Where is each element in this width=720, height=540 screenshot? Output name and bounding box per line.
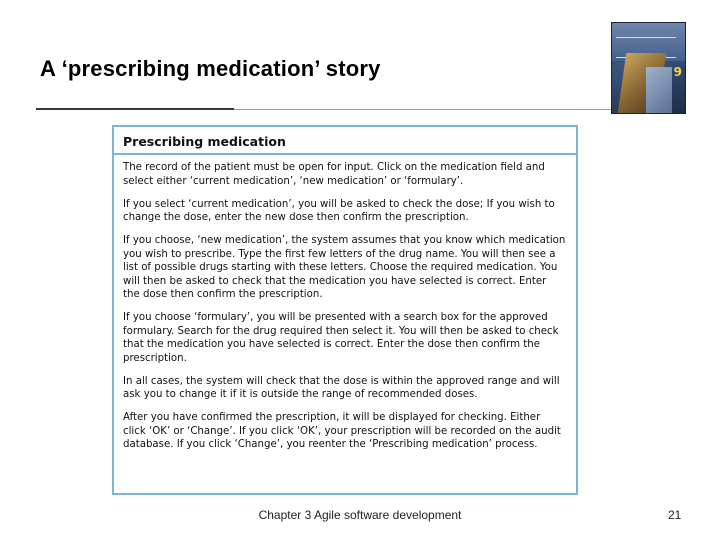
cover-building-secondary <box>646 67 672 113</box>
panel-body <box>114 155 576 452</box>
page-number: 21 <box>668 508 682 522</box>
cover-edition-number: 9 <box>673 65 682 79</box>
story-paragraph: After you have confirmed the prescription, it will be displayed for checking. Either click ‘OK’ or ‘Change’. If you click ‘OK’, your prescription will be recorded on the audit database. If you click ‘Change’, you reenter the ‘Prescribing medication’ process. <box>123 412 561 450</box>
prescribing-medication-panel <box>112 125 578 495</box>
title-divider <box>36 108 234 110</box>
slide-title: A ‘prescribing medication’ story <box>40 56 381 81</box>
story-paragraph: The record of the patient must be open for input. Click on the medication field and select either ‘current medication’, ‘new medication’ or ‘formulary’. <box>123 162 545 187</box>
story-paragraph: If you select ‘current medication’, you will be asked to check the dose; If you wish to change the dose, enter the new dose then confirm the prescription. <box>123 198 555 223</box>
title-divider-light <box>234 109 620 110</box>
story-paragraph: If you choose, ‘new medication’, the system assumes that you know which medication you wish to prescribe. Type the first few letters of the drug name. You will then see a list of possible drugs starting with these letters. Choose the required medication. You will then be asked to check that the medication you have selected is correct. Enter the dose then confirm the prescription. <box>123 235 566 300</box>
book-cover-image <box>611 22 686 114</box>
footer-chapter: Chapter 3 Agile software development <box>258 508 462 522</box>
story-paragraph: In all cases, the system will check that the dose is within the approved range and will ask you to change it if it is outside the range of recommended doses. <box>123 375 560 400</box>
panel-header: Prescribing medication <box>114 127 576 155</box>
cover-title-line <box>616 37 676 38</box>
story-paragraph: If you choose ‘formulary’, you will be presented with a search box for the approved formulary. Search for the drug required then select it. You will then be asked to check that the medication you have selected is correct. Enter the dose then confirm the prescription. <box>123 312 559 364</box>
